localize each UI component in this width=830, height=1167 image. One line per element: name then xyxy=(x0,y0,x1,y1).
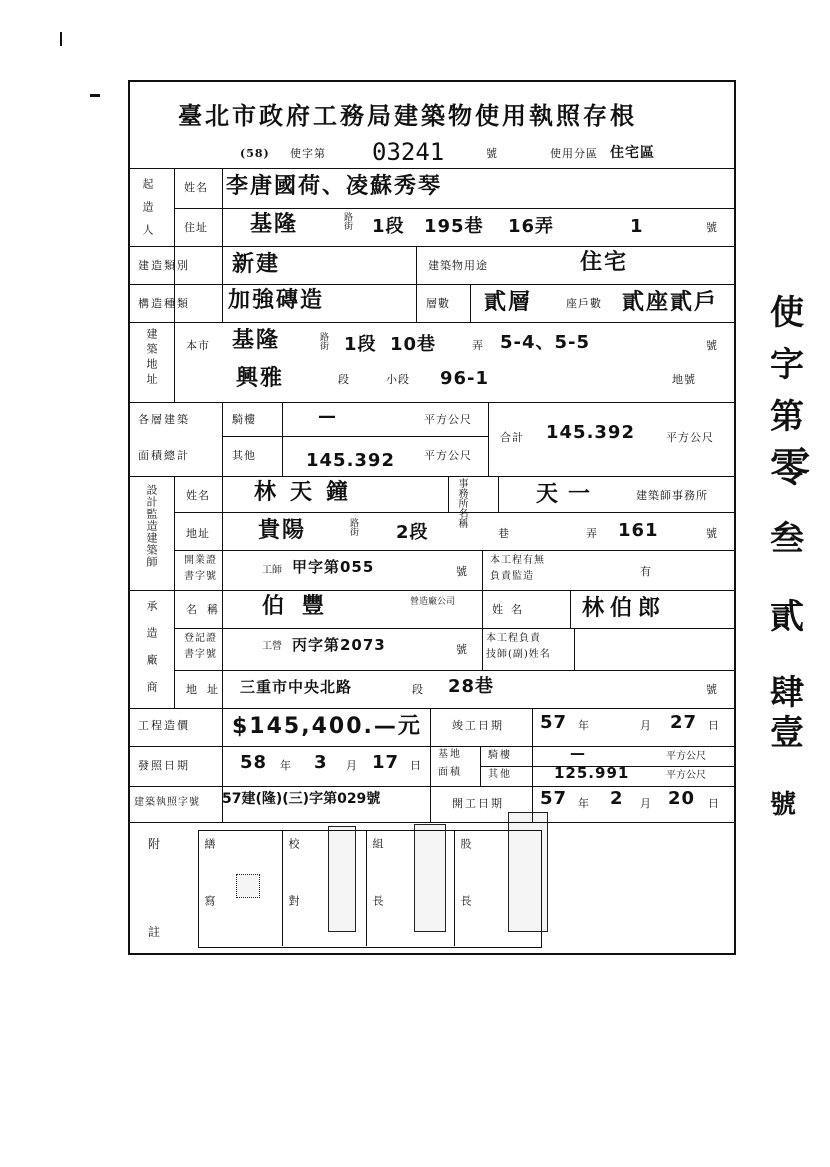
side-char-8: 號 xyxy=(770,790,797,820)
architect-section: 2段 xyxy=(396,522,429,543)
cert-year: (58) xyxy=(240,147,270,160)
area-other-value: 145.392 xyxy=(306,450,395,471)
applicant-alley: 16弄 xyxy=(508,216,555,237)
approval-stamp-1 xyxy=(236,874,260,898)
architect-resp-value: 有 xyxy=(640,565,652,578)
architect-no-suffix: 號 xyxy=(706,527,718,540)
issue-d: 日 xyxy=(410,759,422,772)
side-char-7: 壹 xyxy=(770,713,804,753)
contractor-reg-value: 丙字第2073 xyxy=(292,636,386,654)
architect-reg-suffix: 號 xyxy=(456,565,468,578)
area-unit-1: 平方公尺 xyxy=(424,413,472,426)
architect-no: 161 xyxy=(618,520,659,541)
issue-day: 17 xyxy=(372,752,400,773)
finish-year: 57 xyxy=(540,712,568,733)
area-label-1: 各層建築 xyxy=(138,413,190,426)
units-value: 貳座貳戶 xyxy=(622,290,719,315)
architect-name: 林天鐘 xyxy=(254,480,363,505)
start-month: 2 xyxy=(610,788,624,809)
floors-value: 貳層 xyxy=(484,290,533,315)
architect-office: 天一 xyxy=(536,482,601,507)
architect-office-suffix: 建築師事務所 xyxy=(636,489,708,502)
approval-stamp-2 xyxy=(328,826,356,932)
scan-mark xyxy=(90,94,100,97)
site-no-suffix: 號 xyxy=(706,339,718,352)
applicant-label: 起造人 xyxy=(141,178,154,247)
side-char-6: 肆 xyxy=(770,673,804,713)
contractor-person: 林伯郎 xyxy=(582,596,667,621)
site-duan: 段 xyxy=(338,373,350,386)
side-char-0: 使 xyxy=(770,293,804,333)
contractor-label: 承造廠商 xyxy=(145,600,158,708)
area-label-2: 面積總計 xyxy=(138,449,190,462)
start-d: 日 xyxy=(708,797,720,810)
contractor-tech-label-1: 本工程負責 xyxy=(486,633,541,644)
site-lane: 10巷 xyxy=(390,334,437,355)
applicant-addr-city: 基隆 xyxy=(250,212,299,237)
approval-stamp-3 xyxy=(414,824,446,932)
architect-reg-label-2: 書字號 xyxy=(184,571,217,582)
area-total-label: 合計 xyxy=(500,431,524,444)
architect-addr-label: 地址 xyxy=(186,527,210,540)
box-label-3: 股長 xyxy=(459,838,472,952)
side-char-5: 貳 xyxy=(770,597,804,637)
cost-value: $145,400.—元 xyxy=(232,714,422,739)
applicant-no: 1 xyxy=(630,216,644,237)
contractor-name: 伯豐 xyxy=(262,594,343,619)
box-label-0: 繕寫 xyxy=(203,838,216,952)
base-label-1: 基地 xyxy=(438,749,462,760)
applicant-no-suffix: 號 xyxy=(706,221,718,234)
finish-m: 月 xyxy=(640,719,652,732)
base-label-2: 面積 xyxy=(438,767,462,778)
start-day: 20 xyxy=(668,788,696,809)
issue-year: 58 xyxy=(240,752,268,773)
architect-office-label: 事務所名稱 xyxy=(456,478,467,528)
base-arcade-value: — xyxy=(570,744,586,762)
architect-resp-label-2: 負責監造 xyxy=(490,571,534,582)
site-alley: 弄 xyxy=(472,339,484,352)
permit-value: 57建(隆)(三)字第029號 xyxy=(222,791,381,807)
site-label: 建築地址 xyxy=(145,328,158,388)
issue-month: 3 xyxy=(314,752,328,773)
architect-alley: 弄 xyxy=(586,527,598,540)
site-road-mark: 路街 xyxy=(318,332,328,350)
contractor-company-mark: 營造廠公司 xyxy=(410,597,456,607)
contractor-tech-label-2: 技師(副)姓名 xyxy=(486,649,551,660)
area-other-label: 其他 xyxy=(232,449,256,462)
contractor-addr: 三重市中央北路 xyxy=(240,678,353,696)
architect-label: 設計監造建築師 xyxy=(145,484,158,568)
units-label: 座戶數 xyxy=(566,297,602,310)
finish-d: 日 xyxy=(708,719,720,732)
applicant-section: 1段 xyxy=(372,216,405,237)
category-label: 建造類別 xyxy=(138,259,190,272)
applicant-name-label: 姓名 xyxy=(184,181,208,194)
contractor-reg-label-1: 登記證 xyxy=(184,633,217,644)
cert-suffix: 號 xyxy=(486,147,498,160)
side-char-3: 零 xyxy=(770,444,810,491)
notes-label-2: 註 xyxy=(148,925,161,939)
base-unit-1: 平方公尺 xyxy=(666,751,706,762)
architect-resp-label-1: 本工程有無 xyxy=(490,555,545,566)
site-district: 興雅 xyxy=(236,366,285,391)
base-other-label: 其他 xyxy=(488,769,512,780)
cert-prefix: 使字第 xyxy=(290,147,326,160)
start-year: 57 xyxy=(540,788,568,809)
architect-reg-value: 甲字第055 xyxy=(292,558,375,576)
structure-label: 構造種類 xyxy=(138,297,190,310)
approval-stamp-4 xyxy=(508,812,548,932)
site-no: 5-4、5-5 xyxy=(500,332,591,353)
box-label-1: 校對 xyxy=(287,838,300,952)
architect-lane: 巷 xyxy=(498,527,510,540)
start-m: 月 xyxy=(640,797,652,810)
area-arcade-value: — xyxy=(318,406,337,427)
site-road: 基隆 xyxy=(232,328,281,353)
box-label-2: 組長 xyxy=(371,838,384,952)
finish-label: 竣工日期 xyxy=(452,719,504,732)
side-char-4: 叁 xyxy=(770,519,804,559)
finish-day: 27 xyxy=(670,712,698,733)
zone-label: 使用分區 xyxy=(550,147,598,160)
cost-label: 工程造價 xyxy=(138,719,190,732)
contractor-reg-suffix: 號 xyxy=(456,643,468,656)
contractor-name-label: 名稱 xyxy=(186,603,228,616)
issue-label: 發照日期 xyxy=(138,759,190,772)
site-xiaoduan: 小段 xyxy=(386,373,410,386)
site-lot-suffix: 地號 xyxy=(672,373,696,386)
area-arcade-label: 騎樓 xyxy=(232,413,256,426)
contractor-lane: 28巷 xyxy=(448,676,495,697)
finish-y: 年 xyxy=(578,719,590,732)
start-label: 開工日期 xyxy=(452,797,504,810)
contractor-addr-label: 地址 xyxy=(186,683,228,696)
scan-mark xyxy=(60,32,62,46)
notes-label-1: 附 xyxy=(148,837,161,851)
issue-y: 年 xyxy=(280,759,292,772)
applicant-addr-label: 住址 xyxy=(184,221,208,234)
side-char-2: 第 xyxy=(770,397,804,437)
contractor-no-suffix: 號 xyxy=(706,683,718,696)
structure-value: 加強磚造 xyxy=(228,288,325,313)
site-section: 1段 xyxy=(344,334,377,355)
side-char-1: 字 xyxy=(770,345,804,385)
applicant-name: 李唐國荷、凌蘇秀琴 xyxy=(226,174,443,199)
base-unit-2: 平方公尺 xyxy=(666,770,706,781)
cert-number: 03241 xyxy=(372,138,445,166)
area-total-value: 145.392 xyxy=(546,422,635,443)
site-lot: 96-1 xyxy=(440,368,490,389)
contractor-reg-label-2: 書字號 xyxy=(184,649,217,660)
architect-addr: 貴陽 xyxy=(258,518,307,543)
contractor-reg-prefix: 工營 xyxy=(262,641,282,652)
zone-value: 住宅區 xyxy=(610,145,655,161)
contractor-section: 段 xyxy=(412,683,424,696)
architect-road-mark: 路街 xyxy=(348,518,358,536)
use-value: 住宅 xyxy=(580,250,629,275)
area-total-unit: 平方公尺 xyxy=(666,431,714,444)
contractor-person-label: 姓名 xyxy=(492,603,530,616)
permit-label: 建築執照字號 xyxy=(134,797,200,808)
base-arcade-label: 騎樓 xyxy=(488,750,512,761)
use-label: 建築物用途 xyxy=(428,259,488,272)
issue-m: 月 xyxy=(346,759,358,772)
architect-reg-prefix: 工師 xyxy=(262,565,282,576)
site-city-prefix: 本市 xyxy=(186,339,210,352)
category-value: 新建 xyxy=(232,252,281,277)
area-unit-2: 平方公尺 xyxy=(424,449,472,462)
architect-name-label: 姓名 xyxy=(186,489,210,502)
floors-label: 層數 xyxy=(426,297,450,310)
form-title: 臺北市政府工務局建築物使用執照存根 xyxy=(178,101,637,130)
applicant-road-mark: 路街 xyxy=(342,212,352,230)
architect-reg-label-1: 開業證 xyxy=(184,555,217,566)
start-y: 年 xyxy=(578,797,590,810)
base-other-value: 125.991 xyxy=(554,764,630,782)
applicant-lane: 195巷 xyxy=(424,216,484,237)
